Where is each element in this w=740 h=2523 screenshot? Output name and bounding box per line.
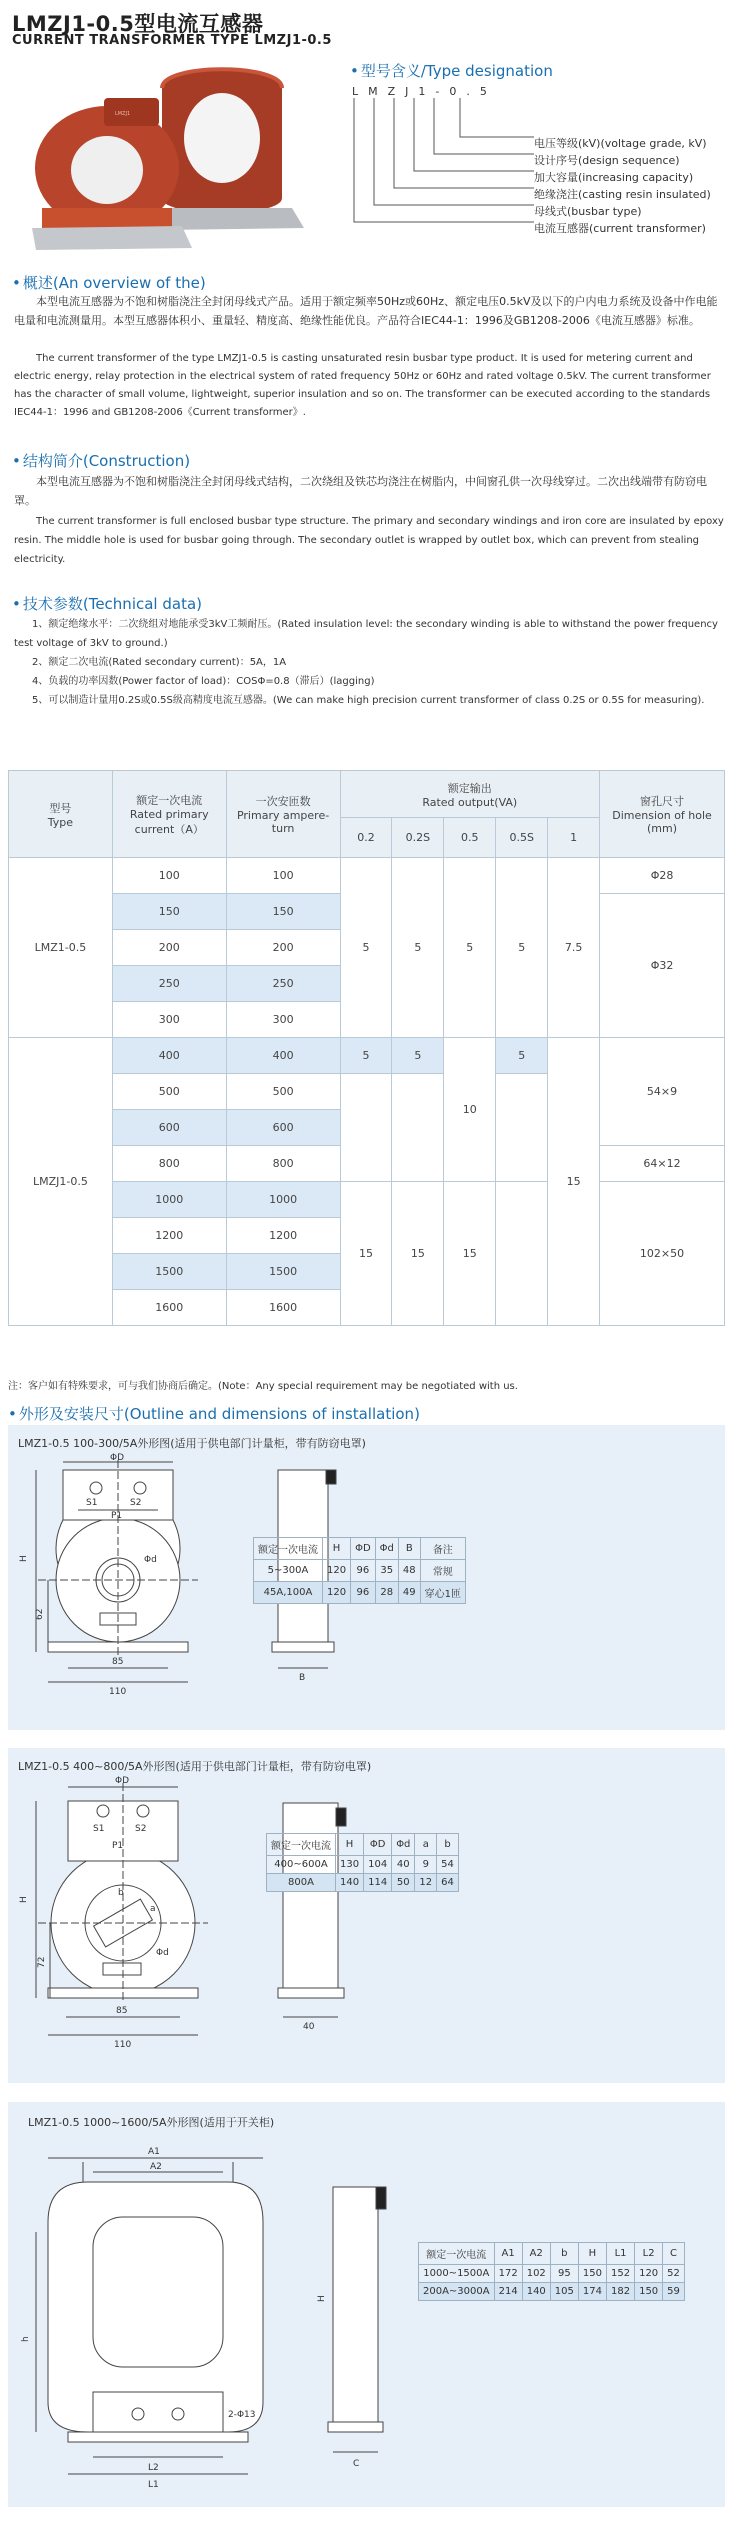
designation-line: 加大容量(increasing capacity) — [534, 171, 694, 184]
ampere-turn-cell: 500 — [226, 1074, 340, 1110]
ampere-turn-cell: 1000 — [226, 1182, 340, 1218]
dimension-header: H — [578, 2243, 606, 2265]
dimension-cell: 120 — [323, 1560, 351, 1582]
designation-heading: • 型号含义/Type designation — [350, 62, 553, 80]
svg-text:ΦD: ΦD — [115, 1776, 130, 1786]
hole-cell: 102×50 — [600, 1182, 725, 1326]
techdata-item: 2、额定二次电流(Rated secondary current)：5A，1A — [32, 657, 287, 668]
ampere-turn-cell: 200 — [226, 930, 340, 966]
dimension-header: H — [336, 1834, 364, 1856]
overview-en: The current transformer of the type LMZJ1-0.5 is casting unsaturated resin busbar type product. It is used for metering current and electric energy, relay protection in the electrical system of rated frequency 50Hz or 60Hz and rated voltage 0.5kV. The current transformer has the character of small volume, lightweight, superior insulation and so on. The transformer can be executed according to the standards IEC44-1：1996 and GB1208-2006《Current transformer》. — [14, 353, 711, 418]
va-cell: 7.5 — [548, 858, 600, 1038]
panel-title: LMZ1-0.5 400~800/5A外形图(适用于供电部门计量柜，带有防窃电罩) — [18, 1760, 372, 1773]
header-type: 型号 Type — [9, 771, 113, 858]
svg-text:85: 85 — [116, 2006, 128, 2016]
table-row — [254, 1560, 466, 1582]
construction-cn: 本型电流互感器为不饱和树脂浇注全封闭母线式结构，二次绕组及铁芯均浇注在树脂内，中间窗孔供一次母线穿过。二次出线端带有防窃电罩。 — [14, 475, 707, 507]
hole-cell: 64×12 — [600, 1146, 725, 1182]
rated-current-cell: 150 — [112, 894, 226, 930]
class-header: 0.5S — [496, 818, 548, 858]
svg-text:B: B — [299, 1673, 306, 1683]
rated-current-cell: 600 — [112, 1110, 226, 1146]
rated-current-cell: 500 — [112, 1074, 226, 1110]
svg-text:H: H — [19, 1555, 29, 1562]
dimension-header: ΦD — [364, 1834, 392, 1856]
dimension-cell: 150 — [578, 2265, 606, 2283]
hole-cell: Φ32 — [600, 894, 725, 1038]
ampere-turn-cell: 800 — [226, 1146, 340, 1182]
construction-heading: • 结构简介(Construction) — [12, 452, 191, 470]
va-cell: 15 — [548, 1038, 600, 1326]
va-cell: 5 — [392, 858, 444, 1038]
va-cell: 5 — [340, 858, 392, 1038]
svg-text:S1: S1 — [93, 1824, 105, 1834]
dimension-cell: 48 — [398, 1560, 420, 1582]
svg-text:H: H — [317, 2295, 327, 2302]
designation-list — [534, 135, 711, 237]
table-note: 注：客户如有特殊要求，可与我们协商后确定。(Note：Any special requirement may be negotiated with us. — [8, 1381, 518, 1392]
va-empty-cell — [392, 1074, 444, 1182]
svg-text:L2: L2 — [148, 2463, 159, 2473]
dimension-header: 备注 — [420, 1538, 465, 1560]
va-cell: 5 — [496, 858, 548, 1038]
ampere-turn-cell: 1200 — [226, 1218, 340, 1254]
svg-text:110: 110 — [109, 1687, 127, 1697]
dimension-header: Φd — [392, 1834, 415, 1856]
outline-heading: • 外形及安装尺寸(Outline and dimensions of installation) — [8, 1405, 420, 1423]
outline-drawing-2 — [8, 1773, 725, 2083]
designation-line: 电流互感器(current transformer) — [534, 222, 706, 235]
rated-current-cell: 200 — [112, 930, 226, 966]
svg-text:62: 62 — [35, 1608, 45, 1620]
drawing-panel-1 — [8, 1425, 725, 1730]
drawing-panel-3 — [8, 2102, 725, 2507]
designation-code: LMZJ1-0.5 — [352, 85, 497, 98]
va-cell: 10 — [444, 1038, 496, 1182]
va-cell: 5 — [340, 1038, 392, 1074]
dimension-cell: 54 — [437, 1856, 459, 1874]
svg-text:h: h — [21, 2336, 31, 2342]
page-subtitle: CURRENT TRANSFORMER TYPE LMZJ1-0.5 — [12, 33, 332, 48]
dimension-cell: 96 — [351, 1560, 376, 1582]
svg-text:L1: L1 — [148, 2480, 159, 2490]
dimension-cell: 40 — [392, 1856, 415, 1874]
dimension-cell: 150 — [635, 2283, 663, 2301]
class-header: 0.2S — [392, 818, 444, 858]
svg-text:S2: S2 — [130, 1498, 142, 1508]
ampere-turn-cell: 150 — [226, 894, 340, 930]
panel-title: LMZ1-0.5 100-300/5A外形图(适用于供电部门计量柜，带有防窃电罩) — [18, 1437, 366, 1450]
product-image — [12, 58, 312, 263]
overview-cn: 本型电流互感器为不饱和树脂浇注全封闭母线式产品。适用于额定频率50Hz或60Hz、额定电压0.5kV及以下的户内电力系统及设备中作电能电量和电流测量用。本型互感器体积小、重量轻、精度高、绝缘性能优良。产品符合IEC44-1：1996及GB1208-2006《电流互感器》标准。 — [14, 295, 718, 327]
dimension-cell: 49 — [398, 1582, 420, 1604]
rated-current-cell: 250 — [112, 966, 226, 1002]
rated-current-cell: 1000 — [112, 1182, 226, 1218]
dimension-header: L2 — [635, 2243, 663, 2265]
dimension-cell: 114 — [364, 1874, 392, 1892]
svg-text:C: C — [353, 2459, 360, 2469]
table-row — [267, 1856, 459, 1874]
rated-current-cell: 100 — [112, 858, 226, 894]
dimension-cell: 5~300A — [254, 1560, 323, 1582]
dimension-header: C — [663, 2243, 685, 2265]
header-rated-output: 额定输出 Rated output(VA) — [340, 771, 600, 818]
header-hole-dimension: 窗孔尺寸 Dimension of hole (mm) — [600, 771, 725, 858]
dimension-cell: 1000~1500A — [419, 2265, 495, 2283]
svg-text:Φd: Φd — [144, 1555, 157, 1565]
dimension-header: Φd — [375, 1538, 398, 1560]
ampere-turn-cell: 100 — [226, 858, 340, 894]
dimension-cell: 95 — [550, 2265, 578, 2283]
dimension-cell: 9 — [415, 1856, 437, 1874]
svg-text:40: 40 — [303, 2022, 315, 2032]
outline-drawing-3 — [8, 2142, 725, 2507]
dimension-table-1 — [253, 1537, 466, 1604]
svg-text:A1: A1 — [148, 2147, 160, 2157]
dimension-header: A2 — [522, 2243, 550, 2265]
va-empty-cell — [496, 1182, 548, 1326]
svg-text:ΦD: ΦD — [110, 1453, 125, 1463]
techdata-item: 1、额定绝缘水平：二次绕组对地能承受3kV工频耐压。(Rated insulation level: the secondary winding is able to withstand the power frequency test voltage of 3kV to ground.) — [14, 619, 718, 649]
dimension-cell: 96 — [351, 1582, 376, 1604]
ampere-turn-cell: 300 — [226, 1002, 340, 1038]
page-title: LMZJ1-0.5型电流互感器 — [12, 12, 264, 36]
svg-text:Φd: Φd — [156, 1948, 169, 1958]
techdata-list — [14, 615, 726, 710]
rated-current-cell: 1500 — [112, 1254, 226, 1290]
techdata-item: 5、可以制造计量用0.2S或0.5S级高精度电流互感器。(We can make high precision current transformer of class 0.2S or 0.5S for measuring). — [32, 695, 705, 706]
spec-table — [8, 770, 725, 1326]
va-cell: 15 — [392, 1182, 444, 1326]
dimension-cell: 140 — [522, 2283, 550, 2301]
va-cell: 15 — [444, 1182, 496, 1326]
dimension-cell: 45A,100A — [254, 1582, 323, 1604]
hole-cell: 54×9 — [600, 1038, 725, 1146]
ampere-turn-cell: 1600 — [226, 1290, 340, 1326]
designation-line: 电压等级(kV)(voltage grade, kV) — [534, 137, 707, 150]
va-empty-cell — [340, 1074, 392, 1182]
dimension-cell: 52 — [663, 2265, 685, 2283]
dimension-cell: 152 — [606, 2265, 634, 2283]
dimension-header: 额定一次电流 — [419, 2243, 495, 2265]
dimension-table-3 — [418, 2242, 685, 2301]
type-cell: LMZJ1-0.5 — [9, 1038, 113, 1326]
table-row — [254, 1582, 466, 1604]
va-cell: 5 — [392, 1038, 444, 1074]
table-row — [267, 1874, 459, 1892]
overview-heading: • 概述(An overview of the) — [12, 274, 206, 292]
dimension-header: b — [550, 2243, 578, 2265]
dimension-cell: 174 — [578, 2283, 606, 2301]
dimension-cell: 400~600A — [267, 1856, 336, 1874]
svg-text:a: a — [150, 1904, 156, 1914]
dimension-cell: 800A — [267, 1874, 336, 1892]
ampere-turn-cell: 600 — [226, 1110, 340, 1146]
drawing-panel-2 — [8, 1748, 725, 2083]
designation-line: 设计序号(design sequence) — [534, 154, 680, 167]
dimension-cell: 102 — [522, 2265, 550, 2283]
rated-current-cell: 400 — [112, 1038, 226, 1074]
dimension-header: 额定一次电流 — [267, 1834, 336, 1856]
dimension-header: B — [398, 1538, 420, 1560]
dimension-cell: 120 — [323, 1582, 351, 1604]
rated-current-cell: 300 — [112, 1002, 226, 1038]
dimension-table-2 — [266, 1833, 459, 1892]
header-rated-current: 额定一次电流 Rated primary current（A） — [112, 771, 226, 858]
dimension-cell: 穿心1匝 — [420, 1582, 465, 1604]
va-cell: 5 — [444, 858, 496, 1038]
svg-text:72: 72 — [37, 1956, 47, 1968]
dimension-header: H — [323, 1538, 351, 1560]
va-cell: 5 — [496, 1038, 548, 1074]
ampere-turn-cell: 1500 — [226, 1254, 340, 1290]
dimension-cell: 50 — [392, 1874, 415, 1892]
construction-en: The current transformer is full enclosed busbar type structure. The primary and secondary windings and iron core are insulated by epoxy resin. The middle hole is used for busbar going through. The secondary outlet is wrapped by outlet box, which can prevent from stealing electricity. — [14, 516, 724, 565]
dimension-header: b — [437, 1834, 459, 1856]
rated-current-cell: 800 — [112, 1146, 226, 1182]
class-header: 0.2 — [340, 818, 392, 858]
header-ampere-turn: 一次安匝数 Primary ampere-turn — [226, 771, 340, 858]
dimension-cell: 214 — [494, 2283, 522, 2301]
svg-text:2-Φ13: 2-Φ13 — [228, 2410, 256, 2420]
dimension-header: ΦD — [351, 1538, 376, 1560]
dimension-cell: 常规 — [420, 1560, 465, 1582]
rated-current-cell: 1200 — [112, 1218, 226, 1254]
svg-text:S2: S2 — [135, 1824, 147, 1834]
class-header: 1 — [548, 818, 600, 858]
table-row — [419, 2283, 685, 2301]
dimension-cell: 105 — [550, 2283, 578, 2301]
dimension-cell: 130 — [336, 1856, 364, 1874]
va-empty-cell — [496, 1074, 548, 1182]
designation-diagram — [350, 98, 535, 233]
dimension-cell: 172 — [494, 2265, 522, 2283]
svg-text:P1: P1 — [112, 1841, 124, 1851]
dimension-header: A1 — [494, 2243, 522, 2265]
rated-current-cell: 1600 — [112, 1290, 226, 1326]
dimension-cell: 200A~3000A — [419, 2283, 495, 2301]
techdata-item: 4、负载的功率因数(Power factor of load)：COSΦ=0.8（滞后）(lagging) — [32, 676, 375, 687]
hole-cell: Φ28 — [600, 858, 725, 894]
dimension-cell: 140 — [336, 1874, 364, 1892]
svg-text:P1: P1 — [111, 1511, 123, 1521]
dimension-cell: 64 — [437, 1874, 459, 1892]
ampere-turn-cell: 400 — [226, 1038, 340, 1074]
dimension-cell: 182 — [606, 2283, 634, 2301]
svg-text:110: 110 — [114, 2040, 132, 2050]
svg-text:85: 85 — [112, 1657, 124, 1667]
ampere-turn-cell: 250 — [226, 966, 340, 1002]
dimension-cell: 59 — [663, 2283, 685, 2301]
designation-line: 母线式(busbar type) — [534, 205, 642, 218]
panel-title: LMZ1-0.5 1000~1600/5A外形图(适用于开关柜) — [28, 2116, 275, 2129]
svg-text:A2: A2 — [150, 2162, 162, 2172]
va-cell: 15 — [340, 1182, 392, 1326]
designation-line: 绝缘浇注(casting resin insulated) — [534, 188, 711, 201]
dimension-cell: 35 — [375, 1560, 398, 1582]
dimension-header: 额定一次电流 — [254, 1538, 323, 1560]
svg-text:S1: S1 — [86, 1498, 98, 1508]
dimension-cell: 120 — [635, 2265, 663, 2283]
dimension-header: a — [415, 1834, 437, 1856]
table-row — [419, 2265, 685, 2283]
dimension-header: L1 — [606, 2243, 634, 2265]
dimension-cell: 28 — [375, 1582, 398, 1604]
dimension-cell: 12 — [415, 1874, 437, 1892]
techdata-heading: • 技术参数(Technical data) — [12, 595, 202, 613]
dimension-cell: 104 — [364, 1856, 392, 1874]
svg-text:b: b — [118, 1888, 124, 1898]
svg-text:LMZJ1: LMZJ1 — [115, 111, 131, 117]
svg-text:H: H — [19, 1896, 29, 1903]
type-cell: LMZ1-0.5 — [9, 858, 113, 1038]
class-header: 0.5 — [444, 818, 496, 858]
